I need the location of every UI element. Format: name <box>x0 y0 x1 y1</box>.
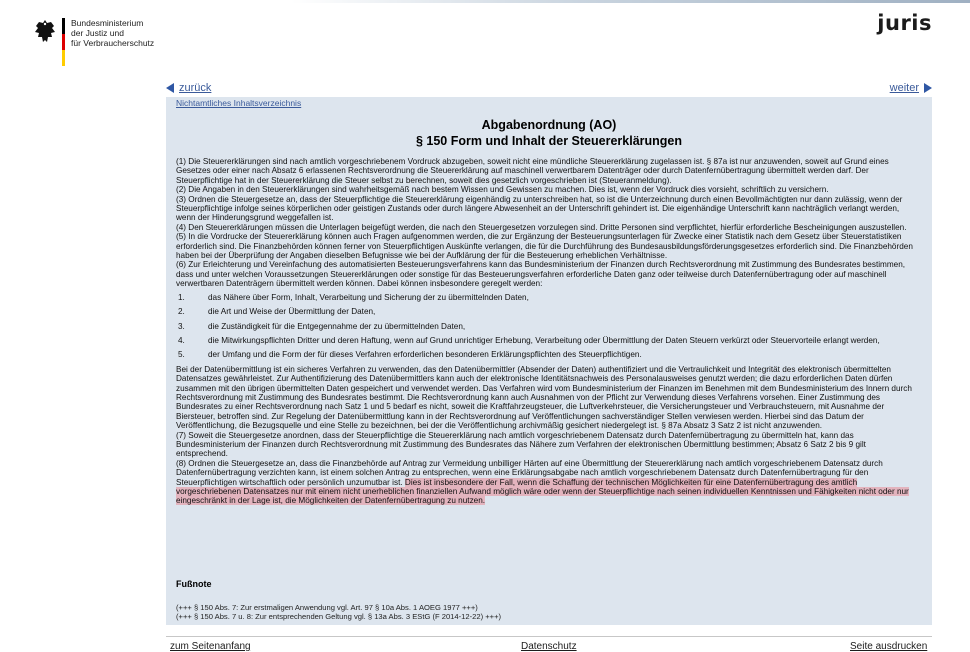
footnote-heading: Fußnote <box>176 579 212 589</box>
back-link[interactable] <box>166 82 211 94</box>
back-to-top-link[interactable]: zum Seitenanfang <box>170 641 251 652</box>
regulation-list <box>176 293 920 360</box>
list-number: 2. <box>178 307 185 317</box>
arrow-right-icon <box>924 83 932 93</box>
list-item <box>176 336 920 345</box>
page-navigation <box>166 82 932 96</box>
list-number: 3. <box>178 321 185 331</box>
ministry-line: Bundesministerium <box>71 18 144 28</box>
ministry-line: für Verbraucherschutz <box>71 38 155 48</box>
list-number: 5. <box>178 350 185 360</box>
paragraph-5: (5) In die Vordrucke der Steuererklärung können auch Fragen aufgenommen werden, die zur Ergänzung der Besteuerungsunterlagen für Zwecke einer Statistik nach dem Gesetz über Steuerstatistiken erforderlich sind. Die Finanzbehörden können ferner von Steuerpflichtigen Auskünfte verlangen, die für die Durchführung des Bundesausbildungsförderungsgesetzes erforderlich sind. Die Finanzbehörden haben bei der Überprüfung der Angaben dieselben Befugnisse wie bei der Aufklärung der für die Besteuerung erheblichen Verhältnisse. <box>176 232 913 261</box>
juris-logo <box>877 11 932 35</box>
paragraph-6-continued: Bei der Datenübermittlung ist ein sicheres Verfahren zu verwenden, das den Datenübermittler (Absender der Daten) authentifiziert und die Vertraulichkeit und Integrität des elektronisch übermittelten Datensatzes gewährleistet. Zur Authentifizierung des Datenübermittlers kann auch der elektronische Identitätsnachweis des Personalausweises genutzt werden; die dazu erforderlichen Daten dürfen zusammen mit den übrigen übermittelten Daten gespeichert und verwendet werden. Das Verfahren wird vom Bundesministerium der Finanzen im Benehmen mit dem Bundesministerium des Innern durch Rechtsverordnung mit Zustimmung des Bundesrates bestimmt. Die Rechtsverordnung kann auch Ausnahmen von der Pflicht zur Verwendung dieses Verfahrens vorsehen. Einer Zustimmung des Bundesrates zu einer Rechtsverordnung nach Satz 1 und 5 bedarf es nicht, soweit die Kraftfahrzeugsteuer, die Luftverkehrsteuer, die Versicherungsteuer und Verbrauchsteuern, mit Ausnahme der Biersteuer, betroffen sind. Zur Regelung der Datenübermittlung kann in der Rechtsverordnung auf Veröffentlichungen sachverständiger Stellen verwiesen werden. Hierbei sind das Datum der Veröffentlichung, die Bezugsquelle und eine Stelle zu bezeichnen, bei der die Veröffentlichung archivmäßig gesichert niedergelegt ist. § 87a Absatz 3 Satz 2 ist nicht anzuwenden. <box>176 364 912 431</box>
flag-red <box>62 34 65 50</box>
ministry-name <box>71 18 154 48</box>
arrow-left-icon <box>166 83 174 93</box>
forward-link-label: weiter <box>889 82 919 94</box>
list-number: 4. <box>178 335 185 345</box>
top-accent-strip <box>0 0 970 3</box>
forward-link[interactable] <box>890 82 932 94</box>
list-number: 1. <box>178 292 185 302</box>
privacy-link[interactable]: Datenschutz <box>521 641 577 652</box>
federal-eagle-icon <box>34 18 56 44</box>
list-item <box>176 322 920 331</box>
flag-bar <box>62 18 65 66</box>
paragraph-7: (7) Soweit die Steuergesetze anordnen, dass der Steuerpflichtige die Steuererklärung nach amtlich vorgeschriebenem Datensatz durch Datenfernübertragung zu übermitteln hat, kann das Bundesministerium der Finanzen durch Rechtsverordnung mit Zustimmung des Bundesrates das Nähere zum Verfahren der elektronischen Übermittlung bestimmen; Absatz 6 Satz 2 bis 9 gilt entsprechend. <box>176 430 866 459</box>
paragraph-3: (3) Ordnen die Steuergesetze an, dass der Steuerpflichtige die Steuererklärung eigenhändig zu unterschreiben hat, so ist die Unterzeichnung durch einen Bevollmächtigten nur dann zulässig, wenn der Steuerpflichtige infolge seines körperlichen oder geistigen Zustands oder durch längere Abwesenheit an der Unterschrift gehindert ist. Die eigenhändige Unterschrift kann nachträglich verlangt werden, wenn der Hinderungsgrund weggefallen ist. <box>176 194 903 223</box>
highlighted-text: Dies ist insbesondere der Fall, wenn die Schaffung der technischen Möglichkeiten für eine Datenfernübertragung des amtlich vorgeschriebenen Datensatzes nur mit einem nicht unerheblichen finanziellen Aufwand möglich wäre oder wenn der Steuerpflichtige nach seinen individuellen Kenntnissen und Fähigkeiten nicht oder nur eingeschränkt in der Lage ist, die Möglichkeiten der Datenfernübertragung zu nutzen. <box>176 477 909 506</box>
juris-logo-text: juris <box>877 11 932 35</box>
footnote: (+++ § 150 Abs. 7: Zur erstmaligen Anwendung vgl. Art. 97 § 10a Abs. 1 AOEG 1977 +++) <box>176 603 478 612</box>
list-text: das Nähere über Form, Inhalt, Verarbeitung und Sicherung der zu übermittelnden Daten, <box>208 292 529 302</box>
list-text: die Zuständigkeit für die Entgegennahme der zu übermittelnden Daten, <box>208 321 466 331</box>
footnotes <box>176 603 501 621</box>
paragraph-1: (1) Die Steuererklärungen sind nach amtlich vorgeschriebenem Vordruck abzugeben, soweit nicht eine mündliche Steuererklärung zugelassen ist. § 87a ist nur anzuwenden, soweit auf Grund eines Gesetzes oder einer nach Absatz 6 erlassenen Rechtsverordnung die Steuererklärung auf maschinell verwertbarem Datenträger oder durch Datenfernübertragung übermittelt werden darf. Der Steuerpflichtige hat in der Steuererklärung die Steuer selbst zu berechnen, soweit dies gesetzlich vorgeschrieben ist (Steueranmeldung). <box>176 157 889 185</box>
paragraph-6: (6) Zur Erleichterung und Vereinfachung des automatisierten Besteuerungsverfahrens kann das Bundesministerium der Finanzen durch Rechtsverordnung mit Zustimmung des Bundesrates bestimmen, dass und unter welchen Voraussetzungen Steuererklärungen oder sonstige für das Besteuerungsverfahren erforderliche Daten ganz oder teilweise durch Datenfernübertragung oder auf maschinell verwertbaren Datenträgern übermittelt werden können. Dabei können insbesondere geregelt werden: <box>176 260 906 289</box>
list-text: der Umfang und die Form der für dieses Verfahren erforderlichen besonderen Erklärungspflichten des Steuerpflichtigen. <box>208 350 642 360</box>
flag-black <box>62 18 65 34</box>
list-item <box>176 307 920 316</box>
list-text: die Mitwirkungspflichten Dritter und deren Haftung, wenn auf Grund unrichtiger Erhebung, Verarbeitung oder Übermittlung der Daten Steuern verkürzt oder Steuervorteile erlangt werden, <box>208 335 880 345</box>
paragraph-4: (4) Den Steuererklärungen müssen die Unterlagen beigefügt werden, die nach den Steuergesetzen vorzulegen sind. Dritte Personen sind verpflichtet, hierfür erforderliche Bescheinigungen auszustellen. <box>176 222 907 232</box>
law-content-panel <box>166 97 932 625</box>
ministry-line: der Justiz und <box>71 28 124 38</box>
law-body <box>176 157 920 506</box>
flag-gold <box>62 50 65 66</box>
toc-link[interactable]: Nichtamtliches Inhaltsverzeichnis <box>176 98 302 108</box>
ministry-logo <box>34 18 154 66</box>
paragraph-2: (2) Die Angaben in den Steuererklärungen sind wahrheitsgemäß nach bestem Wissen und Gewissen zu machen. Dies ist, wenn der Vordruck dies vorsieht, schriftlich zu versichern. <box>176 185 829 195</box>
list-text: die Art und Weise der Übermittlung der Daten, <box>208 307 376 317</box>
paragraph-8-text: (8) Ordnen die Steuergesetze an, dass die Finanzbehörde auf Antrag zur Vermeidung unbilliger Härten auf eine Übermittlung der Steuererklärung nach amtlich vorgeschriebenem Datensatz durch Datenfernübertragung verzichten kann, ist einem solchen Antrag zu entsprechen, wenn eine Erklärungsabgabe nach amtlich vorgeschriebenem Datensatz durch Datenfernübertragung für den Steuerpflichtigen wirtschaftlich oder persönlich unzumutbar ist. <box>176 458 883 487</box>
paragraph-title: § 150 Form und Inhalt der Steuererklärungen <box>415 134 683 148</box>
back-link-label: zurück <box>179 82 212 94</box>
paragraph-8 <box>176 459 920 506</box>
list-item <box>176 350 920 359</box>
print-page-link[interactable]: Seite ausdrucken <box>850 641 928 652</box>
law-title: Abgabenordnung (AO) <box>481 118 617 132</box>
list-item <box>176 293 920 302</box>
footnote: (+++ § 150 Abs. 7 u. 8: Zur entsprechenden Geltung vgl. § 13a Abs. 3 EStG (F 2014-12-22) +++) <box>176 612 502 621</box>
footer-divider <box>166 636 932 637</box>
